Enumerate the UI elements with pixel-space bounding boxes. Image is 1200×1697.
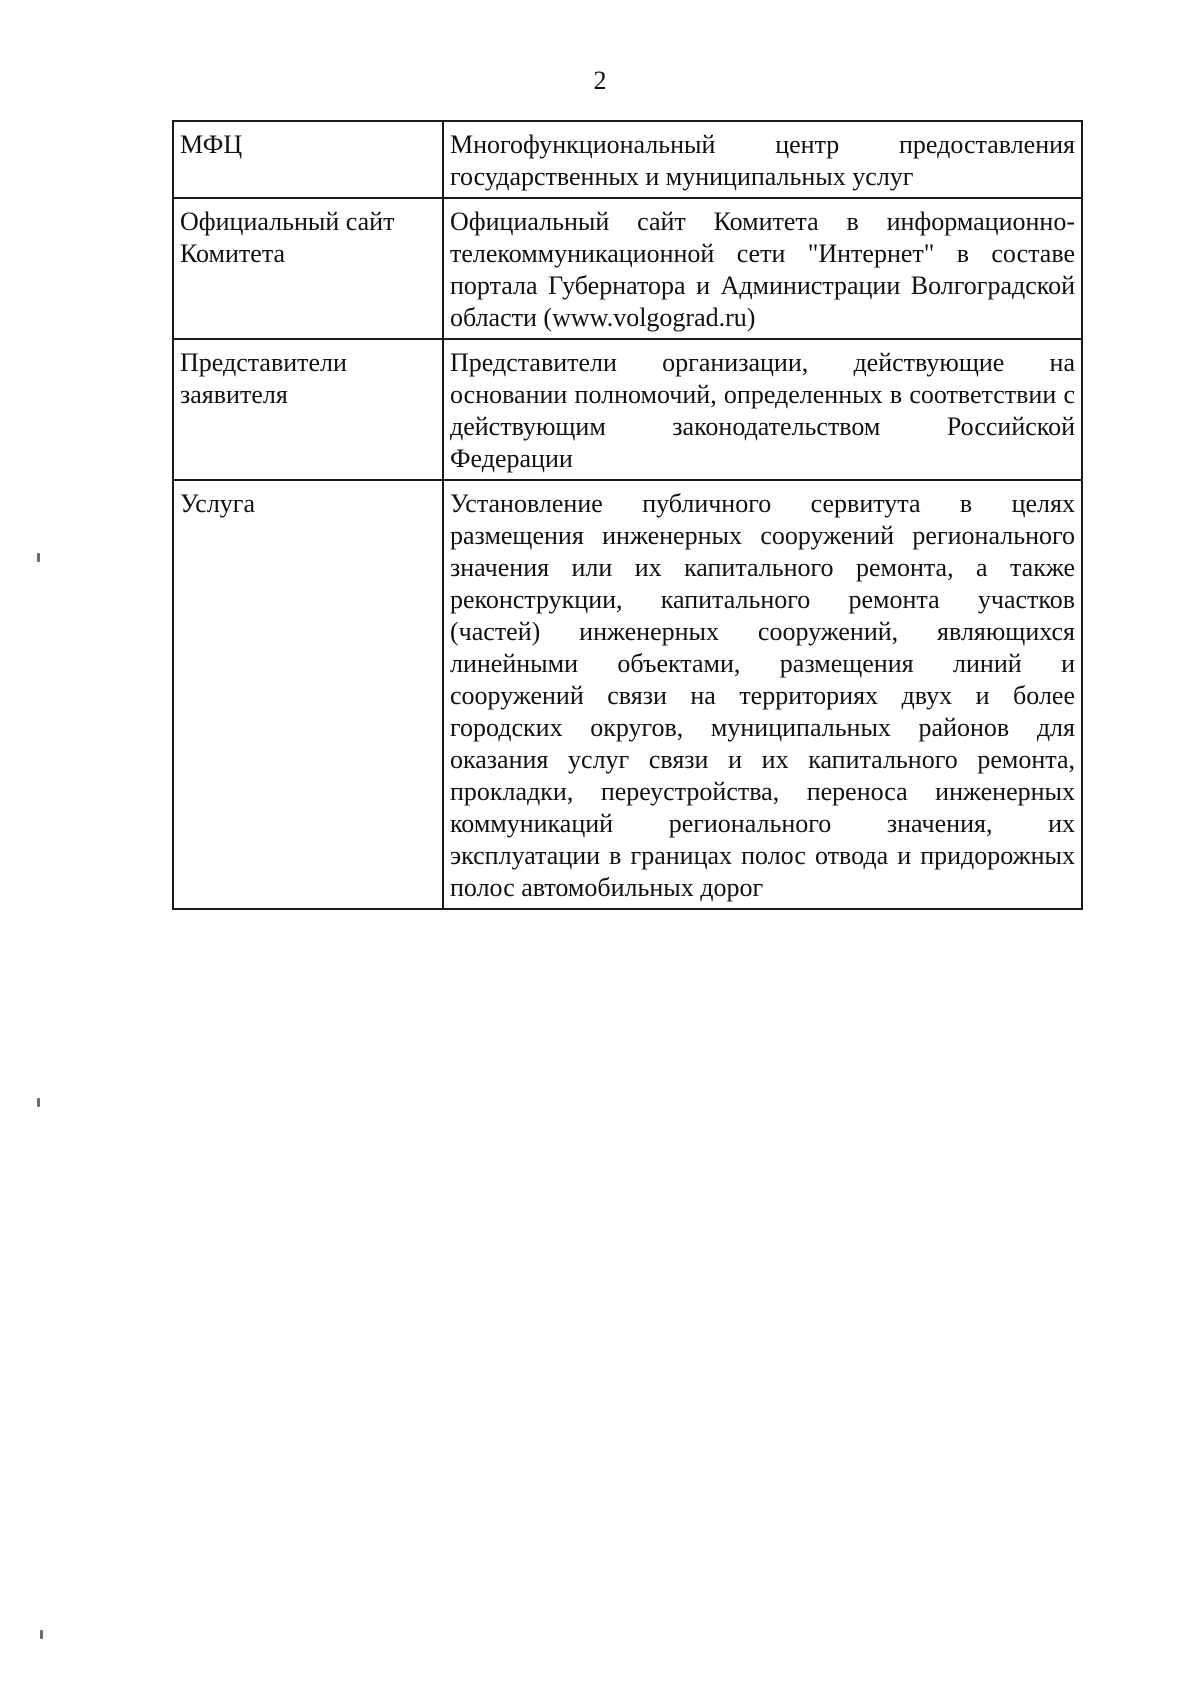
definition-cell: Представители организации, действующие на основании полномочий, определенных в соответствии с действующим законодательством Российской Федерации: [443, 339, 1082, 480]
term-cell: Представители заявителя: [173, 339, 443, 480]
page-number: 2: [593, 66, 607, 95]
table-row: [173, 121, 1082, 198]
table-row: [173, 480, 1082, 909]
term-cell: МФЦ: [173, 121, 443, 198]
term-cell: Услуга: [173, 480, 443, 909]
definitions-table: [172, 120, 1083, 910]
term-cell: Официальный сайт Комитета: [173, 198, 443, 339]
table-row: [173, 339, 1082, 480]
definition-cell: Многофункциональный центр предоставления государственных и муниципальных услуг: [443, 121, 1082, 198]
definition-cell: Установление публичного сервитута в целях размещения инженерных сооружений регионального значения или их капитального ремонта, а также реконструкции, капитального ремонта участков (частей) инженерных сооружений, являющихся линейными объектами, размещения линий и сооружений связи на территориях двух и более городских округов, муниципальных районов для оказания услуг связи и их капитального ремонта, прокладки, переустройства, переноса инженерных коммуникаций регионального значения, их эксплуатации в границах полос отвода и придорожных полос автомобильных дорог: [443, 480, 1082, 909]
table-row: [173, 198, 1082, 339]
definition-cell: Официальный сайт Комитета в информационно-телекоммуникационной сети "Интернет" в составе портала Губернатора и Администрации Волгоградской области (www.volgograd.ru): [443, 198, 1082, 339]
scan-speck: [40, 1630, 43, 1639]
scan-speck: [37, 553, 40, 562]
scan-speck: [37, 1098, 40, 1107]
